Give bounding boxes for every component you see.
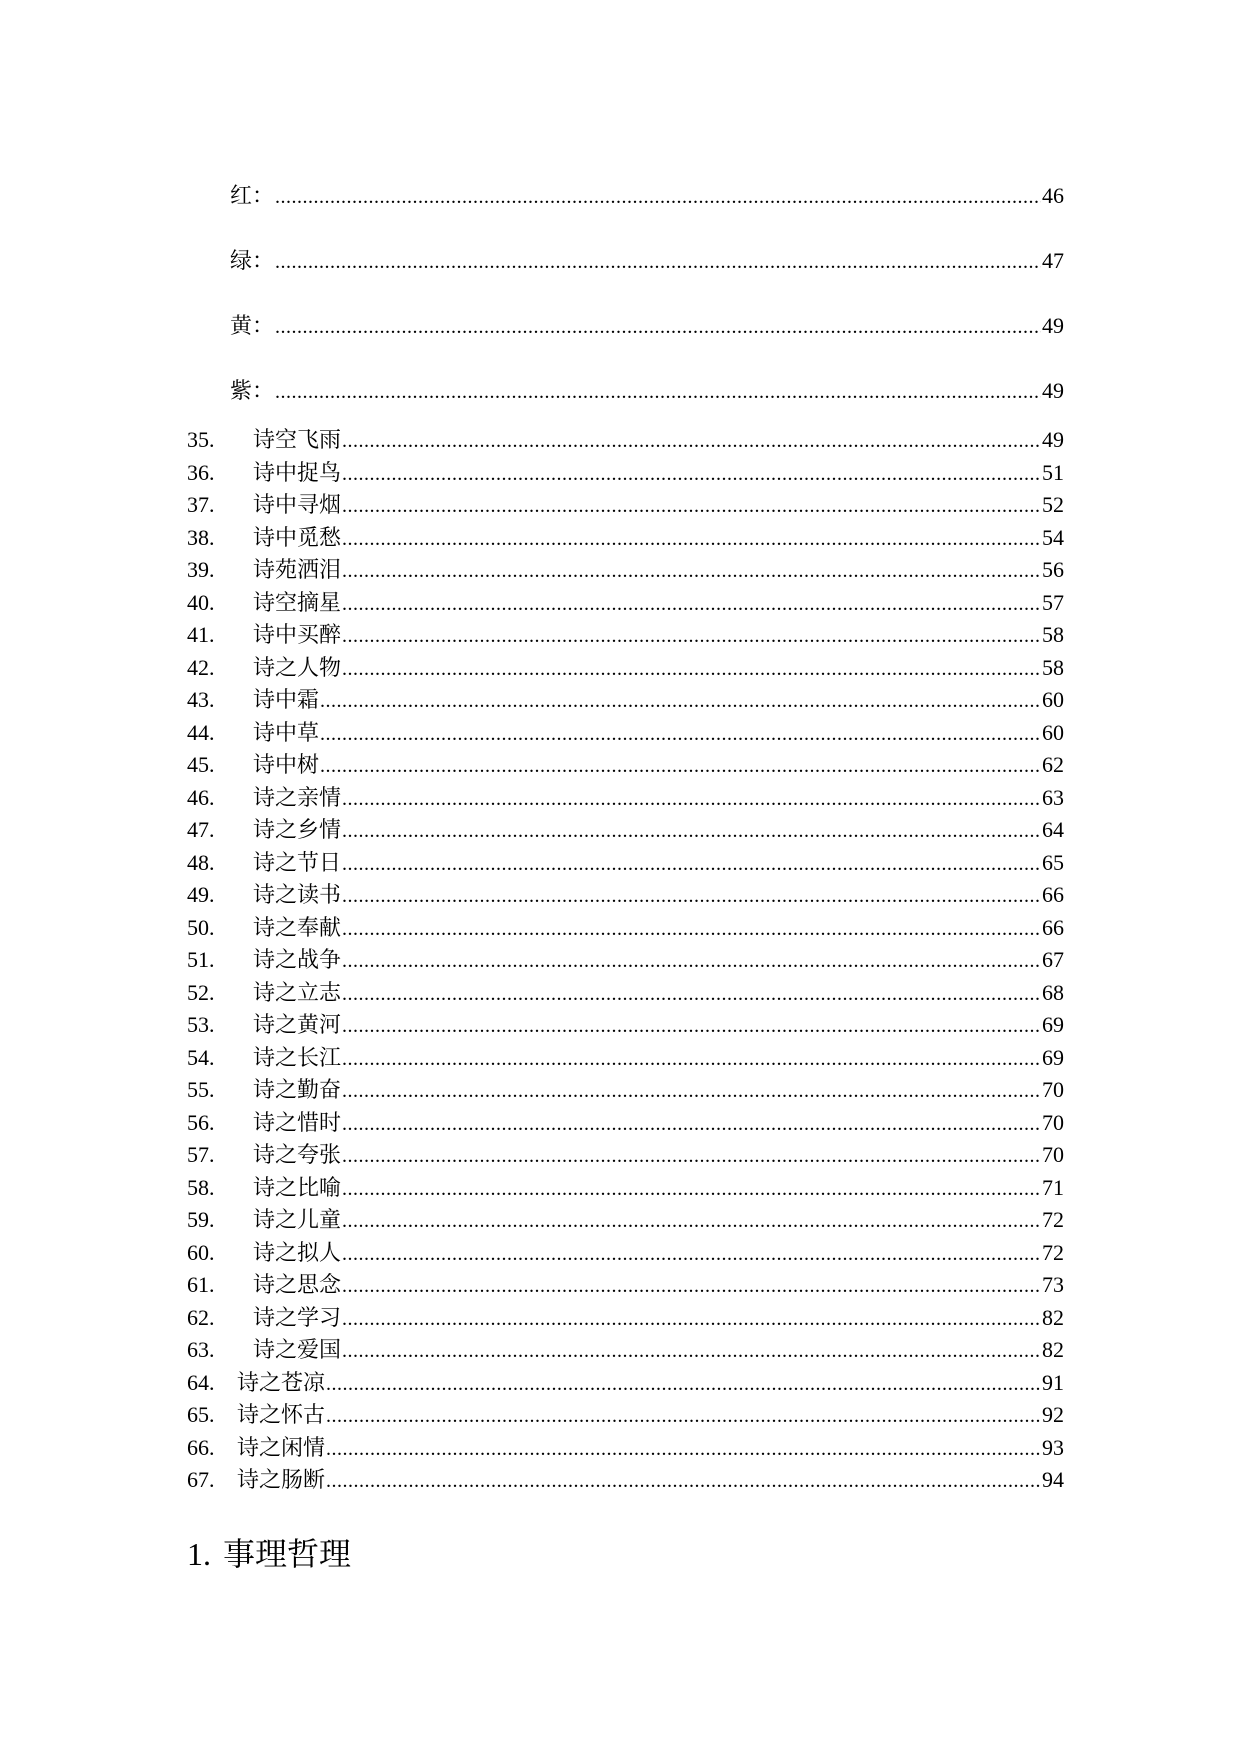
dot-leader <box>326 1466 1041 1496</box>
dot-leader <box>342 979 1041 1009</box>
toc-entry-title: 诗之节日 <box>253 851 342 876</box>
toc-page-number: 72 <box>1042 1207 1064 1232</box>
toc-entry-number: 45. <box>187 752 215 777</box>
toc-entry-number: 41. <box>187 622 215 647</box>
toc-entry[interactable] <box>0 913 1240 943</box>
toc-page-number: 49 <box>1042 378 1064 403</box>
toc-entry-title: 诗中觅愁 <box>253 526 342 551</box>
toc-entry-title: 诗之奉献 <box>253 916 342 941</box>
toc-entry[interactable] <box>0 1173 1240 1203</box>
toc-page-number: 63 <box>1042 785 1064 810</box>
toc-entry-title: 诗之乡情 <box>253 818 342 843</box>
toc-entry[interactable] <box>0 555 1240 585</box>
dot-leader <box>342 1076 1041 1106</box>
toc-page-number: 82 <box>1042 1337 1064 1362</box>
toc-entry-title: 诗中买醉 <box>253 623 342 648</box>
toc-entry-title: 诗之肠断 <box>237 1468 326 1493</box>
toc-page-number: 57 <box>1042 590 1064 615</box>
toc-page-number: 54 <box>1042 525 1064 550</box>
toc-entry-number: 48. <box>187 850 215 875</box>
toc-entry-title: 诗之闲情 <box>237 1436 326 1461</box>
toc-entry[interactable] <box>0 1205 1240 1235</box>
toc-page-number: 73 <box>1042 1272 1064 1297</box>
dot-leader <box>342 1174 1041 1204</box>
toc-entry[interactable] <box>0 783 1240 813</box>
dot-leader <box>342 881 1041 911</box>
toc-entry-title: 诗中树 <box>253 753 320 778</box>
toc-page-number: 62 <box>1042 752 1064 777</box>
toc-entry[interactable] <box>0 945 1240 975</box>
toc-entry-title: 诗之长江 <box>253 1046 342 1071</box>
dot-leader <box>342 621 1041 651</box>
toc-page-number: 60 <box>1042 720 1064 745</box>
section-heading-number: 1. <box>187 1536 211 1572</box>
toc-entry-number: 39. <box>187 557 215 582</box>
toc-entry-number: 63. <box>187 1337 215 1362</box>
toc-entry[interactable] <box>0 1075 1240 1105</box>
dot-leader <box>342 816 1041 846</box>
toc-page-number: 52 <box>1042 492 1064 517</box>
toc-page-number: 49 <box>1042 313 1064 338</box>
toc-page-number: 70 <box>1042 1142 1064 1167</box>
toc-entry-number: 42. <box>187 655 215 680</box>
dot-leader <box>342 784 1041 814</box>
toc-page-number: 69 <box>1042 1012 1064 1037</box>
toc-entry[interactable] <box>0 1270 1240 1300</box>
dot-leader <box>275 377 1041 407</box>
toc-page-number: 91 <box>1042 1370 1064 1395</box>
toc-entry-number: 47. <box>187 817 215 842</box>
toc-sub-entry[interactable] <box>0 311 1240 341</box>
toc-entry-title: 黄： <box>230 314 275 339</box>
dot-leader <box>342 1304 1041 1334</box>
toc-entry-title: 诗之惜时 <box>253 1111 342 1136</box>
toc-page-number: 66 <box>1042 882 1064 907</box>
toc-entry[interactable] <box>0 588 1240 618</box>
section-heading-text: 事理哲理 <box>223 1535 352 1573</box>
toc-entry-number: 37. <box>187 492 215 517</box>
toc-entry-number: 35. <box>187 427 215 452</box>
toc-entry-number: 52. <box>187 980 215 1005</box>
section-heading <box>187 1532 351 1576</box>
toc-page-number: 65 <box>1042 850 1064 875</box>
toc-entry-title: 诗之黄河 <box>253 1013 342 1038</box>
toc-entry-number: 51. <box>187 947 215 972</box>
dot-leader <box>342 1336 1041 1366</box>
toc-entry-title: 诗中捉鸟 <box>253 461 342 486</box>
toc-entry-number: 61. <box>187 1272 215 1297</box>
toc-entry-title: 绿： <box>230 249 275 274</box>
toc-entry-title: 诗之拟人 <box>253 1241 342 1266</box>
toc-entry[interactable] <box>0 815 1240 845</box>
toc-page-number: 68 <box>1042 980 1064 1005</box>
toc-entry[interactable] <box>0 750 1240 780</box>
toc-entry-number: 66. <box>187 1435 215 1460</box>
toc-entry[interactable] <box>0 1433 1240 1463</box>
toc-entry-title: 诗苑洒泪 <box>253 558 342 583</box>
toc-entry-title: 诗之苍凉 <box>237 1371 326 1396</box>
toc-entry[interactable] <box>0 1238 1240 1268</box>
toc-entry[interactable] <box>0 620 1240 650</box>
toc-entry-title: 诗之怀古 <box>237 1403 326 1428</box>
toc-entry-number: 46. <box>187 785 215 810</box>
toc-entry[interactable] <box>0 1043 1240 1073</box>
dot-leader <box>342 459 1041 489</box>
dot-leader <box>342 914 1041 944</box>
toc-entry-number: 36. <box>187 460 215 485</box>
toc-entry-number: 65. <box>187 1402 215 1427</box>
toc-entry-title: 诗之战争 <box>253 948 342 973</box>
toc-entry[interactable] <box>0 978 1240 1008</box>
toc-page-number: 58 <box>1042 622 1064 647</box>
toc-sub-entry[interactable] <box>0 246 1240 276</box>
toc-page-number: 71 <box>1042 1175 1064 1200</box>
toc-entry-title: 诗之人物 <box>253 656 342 681</box>
toc-sub-entry[interactable] <box>0 181 1240 211</box>
dot-leader <box>342 589 1041 619</box>
dot-leader <box>342 946 1041 976</box>
toc-entry-title: 诗之学习 <box>253 1306 342 1331</box>
toc-page-number: 47 <box>1042 248 1064 273</box>
dot-leader <box>342 1044 1041 1074</box>
toc-entry[interactable] <box>0 685 1240 715</box>
dot-leader <box>326 1434 1041 1464</box>
toc-entry-number: 60. <box>187 1240 215 1265</box>
toc-entry-number: 50. <box>187 915 215 940</box>
toc-entry-title: 诗中草 <box>253 721 320 746</box>
toc-entry-number: 56. <box>187 1110 215 1135</box>
toc-entry[interactable] <box>0 1400 1240 1430</box>
dot-leader <box>342 524 1041 554</box>
dot-leader <box>342 426 1041 456</box>
toc-entry-number: 44. <box>187 720 215 745</box>
toc-entry[interactable] <box>0 1108 1240 1138</box>
toc-entry-title: 紫： <box>230 379 275 404</box>
toc-entry-title: 诗之读书 <box>253 883 342 908</box>
toc-page-number: 82 <box>1042 1305 1064 1330</box>
dot-leader <box>326 1369 1041 1399</box>
toc-entry-title: 诗之夸张 <box>253 1143 342 1168</box>
dot-leader <box>342 1239 1041 1269</box>
dot-leader <box>342 654 1041 684</box>
toc-entry-title: 诗中霜 <box>253 688 320 713</box>
toc-page-number: 56 <box>1042 557 1064 582</box>
toc-entry-title: 诗之儿童 <box>253 1208 342 1233</box>
toc-entry-title: 诗之立志 <box>253 981 342 1006</box>
toc-page-number: 67 <box>1042 947 1064 972</box>
toc-entry-number: 40. <box>187 590 215 615</box>
toc-entry-title: 诗之亲情 <box>253 786 342 811</box>
toc-entry-title: 诗之勤奋 <box>253 1078 342 1103</box>
dot-leader <box>342 556 1041 586</box>
toc-entry-number: 58. <box>187 1175 215 1200</box>
toc-entry[interactable] <box>0 425 1240 455</box>
toc-page-number: 66 <box>1042 915 1064 940</box>
toc-page-number: 94 <box>1042 1467 1064 1492</box>
toc-page-number: 93 <box>1042 1435 1064 1460</box>
toc-entry-number: 54. <box>187 1045 215 1070</box>
toc-entry[interactable] <box>0 653 1240 683</box>
dot-leader <box>342 1206 1041 1236</box>
toc-entry[interactable] <box>0 1140 1240 1170</box>
toc-entry-number: 49. <box>187 882 215 907</box>
toc-page-number: 60 <box>1042 687 1064 712</box>
toc-page-number: 69 <box>1042 1045 1064 1070</box>
toc-entry[interactable] <box>0 880 1240 910</box>
toc-entry[interactable] <box>0 1010 1240 1040</box>
dot-leader <box>342 1271 1041 1301</box>
toc-entry-title: 诗之爱国 <box>253 1338 342 1363</box>
dot-leader <box>342 1141 1041 1171</box>
toc-page-number: 92 <box>1042 1402 1064 1427</box>
toc-entry[interactable] <box>0 523 1240 553</box>
toc-entry-title: 诗空飞雨 <box>253 428 342 453</box>
dot-leader <box>342 491 1041 521</box>
toc-entry-title: 诗中寻烟 <box>253 493 342 518</box>
toc-page-number: 46 <box>1042 183 1064 208</box>
toc-page-number: 72 <box>1042 1240 1064 1265</box>
toc-entry-number: 43. <box>187 687 215 712</box>
toc-entry-title: 诗之比喻 <box>253 1176 342 1201</box>
dot-leader <box>326 1401 1041 1431</box>
toc-entry-title: 红： <box>230 184 275 209</box>
toc-entry[interactable] <box>0 1368 1240 1398</box>
toc-entry[interactable] <box>0 490 1240 520</box>
dot-leader <box>275 182 1041 212</box>
toc-page-number: 64 <box>1042 817 1064 842</box>
toc-page-number: 70 <box>1042 1110 1064 1135</box>
dot-leader <box>342 849 1041 879</box>
toc-entry-number: 64. <box>187 1370 215 1395</box>
toc-page-number: 51 <box>1042 460 1064 485</box>
toc-sub-entry[interactable] <box>0 376 1240 406</box>
toc-entry-number: 38. <box>187 525 215 550</box>
toc-entry[interactable] <box>0 1465 1240 1495</box>
dot-leader <box>275 247 1041 277</box>
toc-entry-number: 53. <box>187 1012 215 1037</box>
toc-entry[interactable] <box>0 1303 1240 1333</box>
toc-entry-title: 诗之思念 <box>253 1273 342 1298</box>
toc-entry[interactable] <box>0 458 1240 488</box>
dot-leader <box>320 686 1041 716</box>
dot-leader <box>320 751 1041 781</box>
toc-page-number: 58 <box>1042 655 1064 680</box>
dot-leader <box>320 719 1041 749</box>
toc-entry[interactable] <box>0 718 1240 748</box>
toc-entry-number: 67. <box>187 1467 215 1492</box>
toc-page-number: 70 <box>1042 1077 1064 1102</box>
toc-entry-number: 55. <box>187 1077 215 1102</box>
toc-entry-number: 59. <box>187 1207 215 1232</box>
dot-leader <box>342 1011 1041 1041</box>
toc-entry-title: 诗空摘星 <box>253 591 342 616</box>
toc-entry-number: 57. <box>187 1142 215 1167</box>
toc-page-number: 49 <box>1042 427 1064 452</box>
toc-entry[interactable] <box>0 1335 1240 1365</box>
dot-leader <box>275 312 1041 342</box>
toc-entry-number: 62. <box>187 1305 215 1330</box>
toc-entry[interactable] <box>0 848 1240 878</box>
dot-leader <box>342 1109 1041 1139</box>
